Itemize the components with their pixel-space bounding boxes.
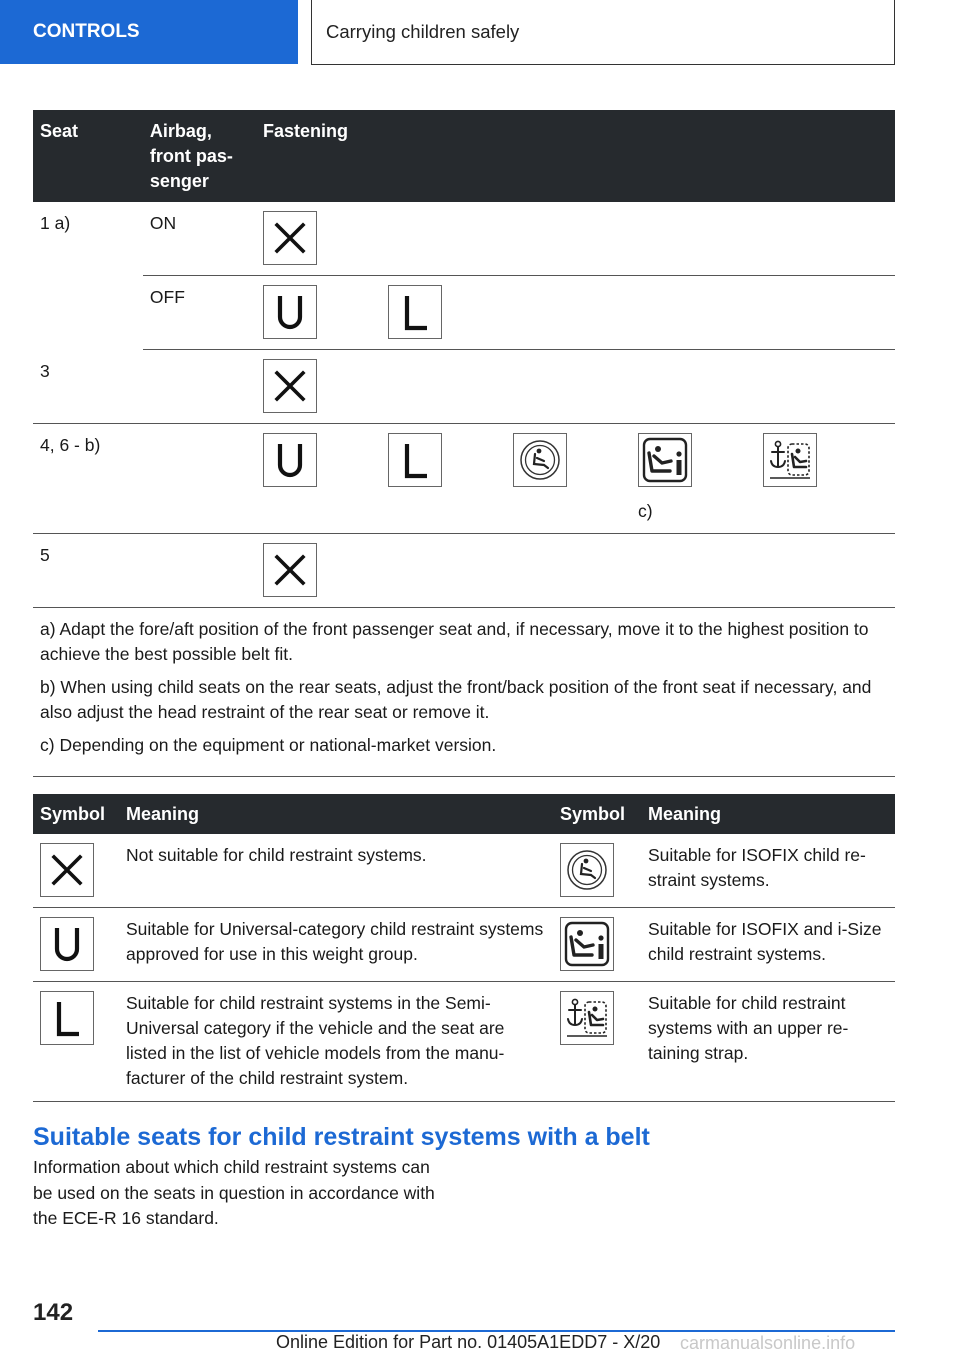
- universal-icon: [263, 285, 317, 339]
- col-header-seat: Seat: [33, 110, 143, 202]
- not-suitable-icon: [40, 843, 94, 897]
- table-row: [33, 350, 895, 424]
- col-header-airbag: Airbag, front passenger: [143, 110, 256, 202]
- footnote-ref: c): [638, 501, 653, 521]
- universal-icon: [263, 433, 317, 487]
- isize-icon: [560, 917, 614, 971]
- isofix-icon: [513, 433, 567, 487]
- col-header-meaning: Meaning: [119, 794, 553, 834]
- semi-universal-icon: [40, 991, 94, 1045]
- not-suitable-icon: [263, 211, 317, 265]
- meaning-cell: Suitable for child restraint systems with an upper retaining strap.: [641, 982, 895, 1102]
- anchor-strap-icon: [763, 433, 817, 487]
- isofix-icon: [560, 843, 614, 897]
- footnote: a) Adapt the fore/aft position of the front passenger seat and, if necessary, move it to the highest position to achieve the best possible belt fit.: [40, 619, 869, 664]
- fastening-cell: [256, 202, 895, 276]
- table-footnotes: [33, 608, 895, 777]
- section-heading: Suitable seats for child restraint systems with a belt: [33, 1123, 650, 1151]
- seat-cell: 5: [33, 534, 143, 608]
- fastening-cell: [256, 276, 895, 350]
- fastening-cell: [256, 424, 895, 534]
- fastening-cell: [256, 534, 895, 608]
- footnotes-cell: [33, 608, 895, 777]
- symbol-table: [33, 794, 895, 1102]
- universal-icon: [40, 917, 94, 971]
- table-row: [33, 202, 895, 276]
- meaning-cell: Suitable for child restraint systems in the Semi-Universal category if the vehicle and the seat are listed in the list of vehicle models from the manufacturer of the child restraint system.: [119, 982, 553, 1102]
- fastening-cell: [256, 350, 895, 424]
- airbag-cell: ON: [143, 202, 256, 276]
- col-header-meaning: Meaning: [641, 794, 895, 834]
- col-header-fastening: Fastening: [256, 110, 895, 202]
- meaning-cell: Not suitable for child restraint systems.: [119, 834, 553, 908]
- not-suitable-icon: [263, 543, 317, 597]
- fastening-table: [33, 110, 895, 777]
- semi-universal-icon: [388, 285, 442, 339]
- edition-text: Online Edition for Part no. 01405A1EDD7 - X/20: [276, 1332, 661, 1352]
- col-header-symbol: Symbol: [553, 794, 641, 834]
- watermark: carmanualsonline.info: [680, 1333, 856, 1353]
- not-suitable-icon: [263, 359, 317, 413]
- table-row: [33, 276, 895, 350]
- table-row: [33, 834, 895, 908]
- semi-universal-icon: [388, 433, 442, 487]
- anchor-strap-icon: [560, 991, 614, 1045]
- airbag-cell: [143, 424, 256, 534]
- footnote: c) Depending on the equipment or national-market version.: [40, 735, 497, 755]
- table-row: [33, 424, 895, 534]
- airbag-cell: [143, 350, 256, 424]
- section-tab: CONTROLS: [0, 0, 298, 64]
- seat-cell: 1 a): [40, 213, 71, 233]
- table-row: [33, 534, 895, 608]
- page-title: Carrying children safely: [311, 0, 895, 65]
- table-row: [33, 982, 895, 1102]
- footnote: b) When using child seats on the rear seats, adjust the front/back position of the front seat if necessary, and also adjust the head restraint of the rear seat or remove it.: [40, 677, 872, 722]
- col-header-symbol: Symbol: [33, 794, 119, 834]
- airbag-cell: OFF: [143, 276, 256, 350]
- page-number: 142: [33, 1299, 74, 1326]
- meaning-cell: Suitable for ISOFIX child restraint systems.: [641, 834, 895, 908]
- seat-cell: 3: [33, 350, 143, 424]
- airbag-cell: [143, 534, 256, 608]
- table-row: [33, 908, 895, 982]
- seat-cell: 4, 6 - b): [33, 424, 143, 534]
- isize-icon: [638, 433, 692, 487]
- section-intro: Information about which child restraint systems can be used on the seats in question in accordance with the ECE-R 16 standard.: [33, 1157, 435, 1228]
- meaning-cell: Suitable for ISOFIX and i-Size child restraint systems.: [641, 908, 895, 982]
- meaning-cell: Suitable for Universal-category child restraint systems approved for use in this weight group.: [119, 908, 553, 982]
